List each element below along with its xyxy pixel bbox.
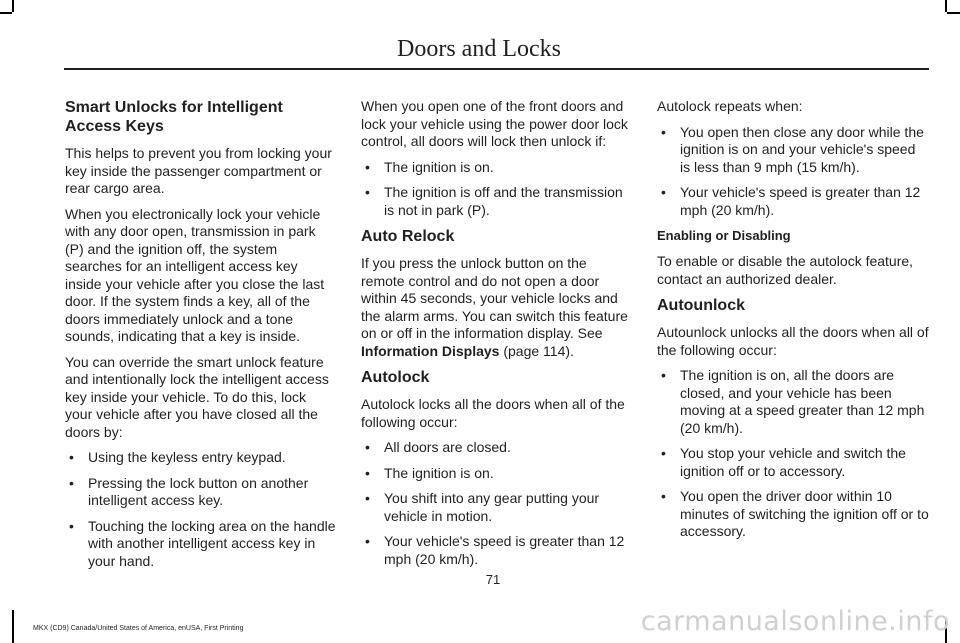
list-item: • The ignition is on. [361, 465, 633, 483]
list-item: • The ignition is on, all the doors are closed, and your vehicle has been moving at a speed greater than 12 mph (20 km/h). [657, 367, 929, 437]
page-title: Doors and Locks [397, 36, 561, 62]
bullet-list [361, 439, 633, 568]
page-number: 71 [485, 572, 501, 587]
subheading-enabling-disabling: Enabling or Disabling [657, 228, 791, 243]
paragraph-text: If you press the unlock button on the remote control and do not open a door within 45 seconds, your vehicle locks and the alarm arms. You can switch this feature on or off in the information display. See [361, 255, 628, 341]
footer-text: MKX (CD9) Canada/United States of America, enUSA, First Printing [33, 625, 244, 632]
paragraph: You can override the smart unlock feature and intentionally lock the intelligent access key inside your vehicle. To do this, lock your vehicle after you have closed all the doors by: [65, 353, 329, 440]
section-heading-autolock: Autolock [361, 369, 430, 386]
paragraph: Autolock locks all the doors when all of the following occur: [361, 396, 625, 430]
bullet-list [361, 159, 633, 220]
bullet-list [657, 124, 929, 220]
section-heading-auto-relock: Auto Relock [361, 228, 455, 245]
crop-mark-bottom-left-v [12, 610, 14, 643]
section-heading-autounlock: Autounlock [657, 297, 745, 314]
column-left [65, 98, 337, 578]
page-reference: (page 114). [499, 342, 574, 359]
list-item: • All doors are closed. [361, 439, 633, 457]
section-heading-smart-unlocks: Smart Unlocks for Intelligent Access Keys [65, 99, 283, 135]
cross-reference-link[interactable]: Information Displays [361, 342, 500, 359]
list-item: • Using the keyless entry keypad. [65, 449, 337, 467]
header-rule [64, 68, 929, 70]
crop-mark-top-left-h [0, 12, 12, 14]
list-item: • The ignition is on. [361, 159, 633, 177]
paragraph: Autounlock unlocks all the doors when all of the following occur: [657, 324, 929, 358]
crop-mark-top-left-v [12, 0, 14, 12]
paragraph: This helps to prevent you from locking your key inside the passenger compartment or rear cargo area. [65, 145, 332, 196]
watermark: carmanualsonline.info [640, 606, 950, 637]
list-item: • Pressing the lock button on another intelligent access key. [65, 475, 337, 510]
bullet-list [65, 449, 337, 570]
column-middle [361, 98, 633, 576]
list-item: • You open then close any door while the ignition is on and your vehicle's speed is less than 9 mph (15 km/h). [657, 124, 929, 177]
column-right [657, 98, 929, 549]
paragraph: When you open one of the front doors and lock your vehicle using the power door lock control, all doors will lock then unlock if: [361, 98, 628, 149]
crop-mark-top-right-v [945, 0, 947, 12]
paragraph-auto-relock [361, 255, 633, 360]
paragraph: When you electronically lock your vehicle with any door open, transmission in park (P) and the ignition off, the system searches for an intelligent access key inside your vehicle after you close the last door. If the system finds a key, all of the doors immediately unlock and a tone sounds, indicating that a key is inside. [65, 205, 325, 344]
bullet-list [657, 367, 929, 541]
crop-mark-top-right-h [947, 12, 960, 14]
list-item: • Touching the locking area on the handle with another intelligent access key in your hand. [65, 518, 337, 571]
list-item: • Your vehicle's speed is greater than 12 mph (20 km/h). [361, 533, 633, 568]
list-item: • The ignition is off and the transmission is not in park (P). [361, 184, 633, 219]
list-item: • You stop your vehicle and switch the ignition off or to accessory. [657, 445, 929, 480]
paragraph: Autolock repeats when: [657, 98, 803, 114]
list-item: • Your vehicle's speed is greater than 12 mph (20 km/h). [657, 184, 929, 219]
paragraph: To enable or disable the autolock feature, contact an authorized dealer. [657, 253, 914, 287]
list-item: • You open the driver door within 10 minutes of switching the ignition off or to accessory. [657, 488, 929, 541]
list-item: • You shift into any gear putting your vehicle in motion. [361, 490, 633, 525]
